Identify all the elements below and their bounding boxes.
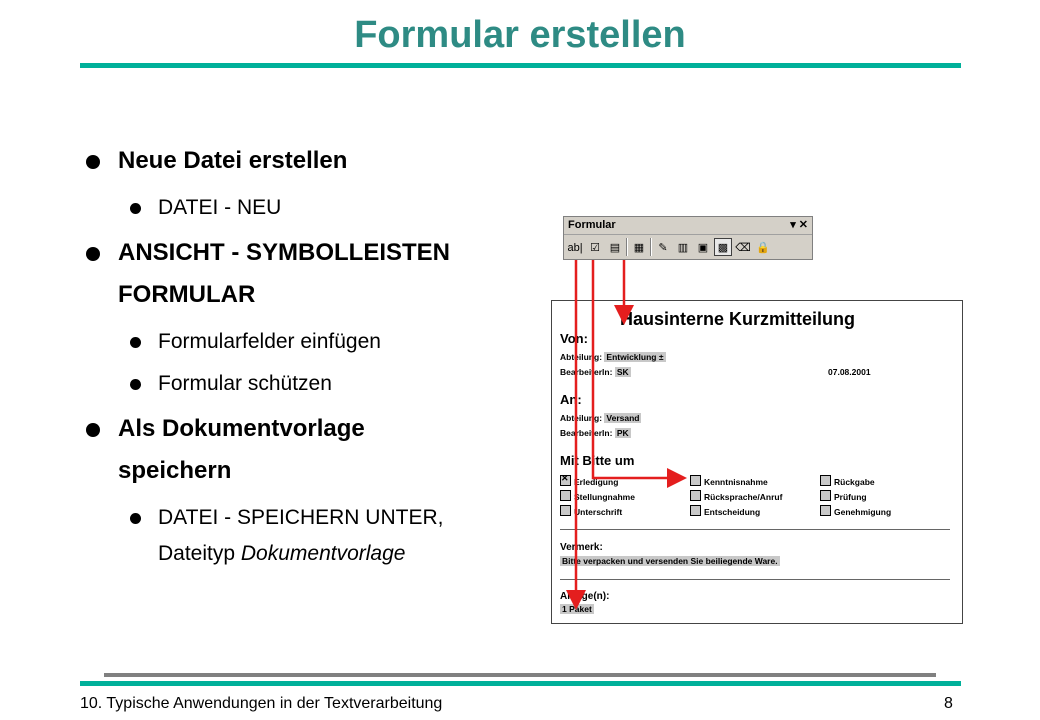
memo-an-bearbeiter-field[interactable]: PK	[616, 428, 629, 438]
check-label: Stellungnahme	[574, 492, 635, 502]
sub-bullet-formular-schuetzen: Formular schützen	[80, 366, 550, 402]
check-label: Genehmigung	[834, 507, 892, 517]
check-label: Rücksprache/Anruf	[704, 492, 783, 502]
bullet-neue-datei: Neue Datei erstellen	[80, 140, 550, 182]
toolbar-window-controls: ▾ ✕	[790, 219, 808, 231]
check-label: Prüfung	[834, 492, 867, 502]
memo-bearbeiter-field[interactable]: SK	[616, 367, 629, 377]
insert-frame-icon[interactable]: ▣	[697, 242, 709, 254]
memo-von-label: Von:	[560, 331, 588, 346]
footer-text: 10. Typische Anwendungen in der Textverarbeitung	[80, 695, 443, 712]
memo-heading: Hausinterne Kurzmitteilung	[620, 309, 856, 329]
bullet-ansicht-line2: FORMULAR	[118, 281, 256, 308]
memo-an-bearbeiter-label: BearbeiterIn:	[560, 428, 613, 438]
dropdown-icon[interactable]: ▤	[609, 242, 621, 254]
check-label: Kenntnisnahme	[704, 477, 768, 487]
toolbar-title: Formular	[568, 219, 616, 231]
sub-bullet-speichern-plain: Dateityp	[158, 542, 241, 565]
check-label: Unterschrift	[574, 507, 623, 517]
memo-vermerk-value[interactable]: Bitte verpacken und versenden Sie beiliegende Ware.	[562, 556, 778, 566]
memo-anlage-label: Anlage(n):	[560, 591, 610, 602]
field-shading-icon[interactable]: ▩	[714, 238, 732, 256]
memo-mit-bitte-label: Mit Bitte um	[560, 453, 635, 468]
sub-bullet-datei-neu: DATEI - NEU	[80, 190, 550, 226]
draw-table-icon[interactable]: ✎	[658, 242, 668, 254]
slide-title: Formular erstellen	[354, 14, 686, 56]
memo-abteilung-field[interactable]: Entwicklung ±	[606, 352, 664, 362]
check-label: Erledigung	[574, 477, 619, 487]
memo-an-abteilung-label: Abteilung:	[560, 413, 603, 423]
checkbox-icon[interactable]: ☑	[590, 242, 600, 254]
insert-table-icon[interactable]: ▥	[677, 242, 689, 254]
check-label: Rückgabe	[834, 477, 875, 487]
sub-bullet-formularfelder: Formularfelder einfügen	[80, 324, 550, 360]
memo-abteilung-label: Abteilung:	[560, 352, 603, 362]
bullet-ansicht-line1: ANSICHT - SYMBOLLEISTEN	[118, 239, 451, 266]
sub-bullet-speichern-line1: DATEI - SPEICHERN UNTER,	[158, 506, 444, 529]
arrow-checkbox	[593, 260, 682, 478]
lock-icon[interactable]: 🔒	[756, 242, 770, 254]
bottom-rule	[80, 681, 961, 686]
bullet-dokumentvorlage-line1: Als Dokumentvorlage	[118, 415, 365, 442]
sub-bullet-speichern-italic: Dokumentvorlage	[240, 542, 406, 565]
bottom-rule-gray	[104, 673, 936, 677]
memo-an-label: An:	[560, 392, 582, 407]
textfield-icon[interactable]: ab|	[567, 242, 583, 254]
memo-date-field[interactable]: 07.08.2001	[828, 367, 871, 377]
properties-icon[interactable]: ▦	[633, 242, 645, 254]
memo-vermerk-label: Vermerk:	[560, 542, 603, 553]
memo-anlage-value[interactable]: 1 Paket	[562, 604, 592, 614]
check-label: Entscheidung	[704, 507, 761, 517]
memo-bearbeiter-label: BearbeiterIn:	[560, 367, 613, 377]
reset-fields-icon[interactable]: ⌫	[735, 242, 751, 254]
memo-an-abteilung-field[interactable]: Versand	[606, 413, 640, 423]
page-number: 8	[944, 695, 953, 712]
bullet-dokumentvorlage-line2: speichern	[118, 457, 232, 484]
